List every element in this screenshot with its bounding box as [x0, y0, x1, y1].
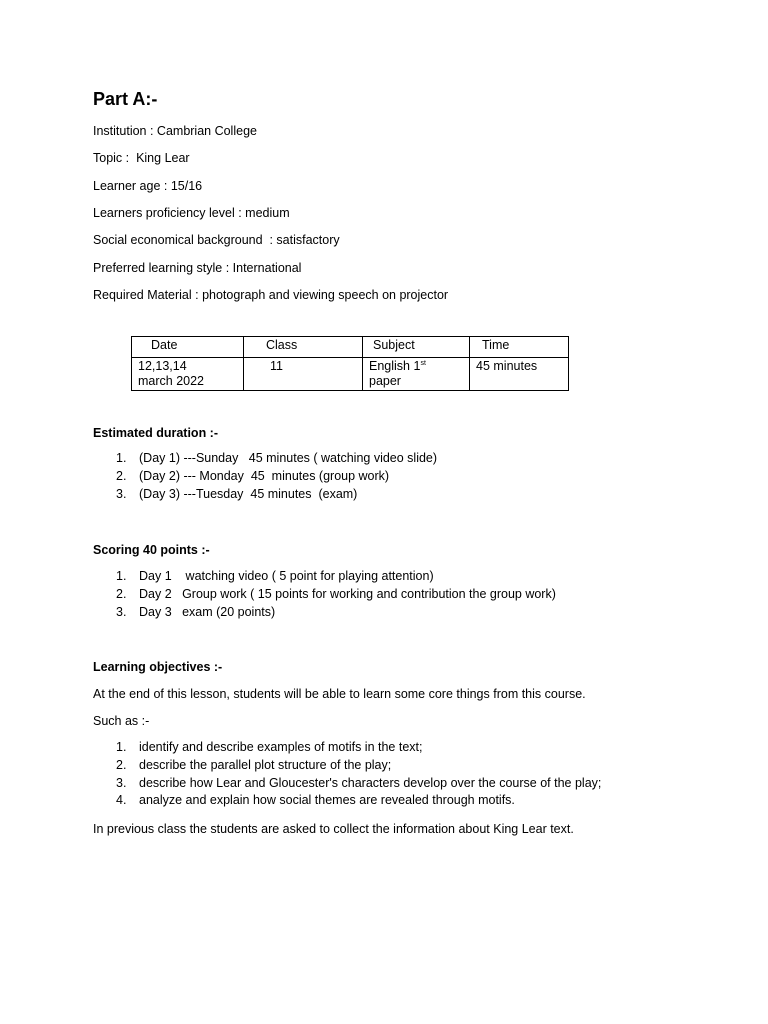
list-item — [93, 757, 601, 775]
list-text: Day 3 exam (20 points) — [139, 604, 276, 619]
table-header-subject: Subject — [363, 337, 470, 358]
list-text: (Day 2) --- Monday 45 minutes (group work) — [139, 468, 390, 483]
table-cell-date — [132, 358, 244, 391]
institution-line: Institution : Cambrian College — [93, 124, 257, 138]
list-number: 4. — [116, 793, 127, 808]
subject-text: English 1 — [369, 359, 421, 373]
table-cell-subject — [363, 358, 470, 391]
list-number: 1. — [116, 740, 127, 754]
such-as-label: Such as :- — [93, 714, 150, 728]
schedule-table — [131, 336, 569, 391]
learning-objectives-heading: Learning objectives :- — [93, 660, 223, 674]
list-text: identify and describe examples of motifs in the text; — [139, 740, 423, 754]
list-number: 2. — [116, 586, 127, 601]
scoring-list — [93, 568, 556, 621]
table-row — [132, 358, 569, 391]
scoring-heading: Scoring 40 points :- — [93, 543, 210, 557]
list-item — [93, 468, 437, 486]
list-item — [93, 604, 556, 622]
subject-superscript: st — [420, 360, 426, 367]
list-number: 2. — [116, 468, 127, 483]
list-number: 1. — [116, 569, 127, 583]
objectives-intro: At the end of this lesson, students will be able to learn some core things from this course. — [93, 687, 586, 701]
list-number: 1. — [116, 451, 127, 465]
learning-style-line: Preferred learning style : International — [93, 261, 302, 275]
list-text: (Day 3) ---Tuesday 45 minutes (exam) — [139, 486, 358, 501]
date-line-2: march 2022 — [138, 374, 205, 388]
list-item — [93, 450, 437, 468]
subject-line-2: paper — [369, 374, 401, 388]
duration-list — [93, 450, 437, 503]
list-text: Day 1 watching video ( 5 point for playing attention) — [139, 569, 434, 583]
list-text: describe the parallel plot structure of the play; — [139, 757, 392, 772]
list-item — [93, 739, 601, 757]
topic-line: Topic : King Lear — [93, 151, 190, 165]
table-cell-class: 11 — [244, 358, 363, 391]
table-header-time: Time — [470, 337, 569, 358]
table-cell-time: 45 minutes — [470, 358, 569, 391]
background-line: Social economical background : satisfactory — [93, 233, 340, 247]
page-title: Part A:- — [93, 89, 158, 109]
proficiency-line: Learners proficiency level : medium — [93, 206, 290, 220]
objectives-list — [93, 739, 601, 810]
list-item — [93, 792, 601, 810]
subject-line-1 — [369, 359, 463, 374]
estimated-duration-heading: Estimated duration :- — [93, 426, 219, 440]
list-item — [93, 486, 437, 504]
date-line-1: 12,13,14 — [138, 359, 187, 373]
list-number: 3. — [116, 604, 127, 619]
learner-age-line: Learner age : 15/16 — [93, 179, 203, 193]
closing-note: In previous class the students are asked to collect the information about King Lear text. — [93, 822, 574, 836]
list-text: analyze and explain how social themes are revealed through motifs. — [139, 793, 515, 808]
list-text: (Day 1) ---Sunday 45 minutes ( watching video slide) — [139, 451, 438, 465]
list-number: 2. — [116, 757, 127, 772]
list-number: 3. — [116, 486, 127, 501]
table-header-date: Date — [132, 337, 244, 358]
table-header-class: Class — [244, 337, 363, 358]
list-number: 3. — [116, 775, 127, 790]
required-material-line: Required Material : photograph and viewing speech on projector — [93, 288, 449, 302]
list-item — [93, 568, 556, 586]
list-item — [93, 775, 601, 793]
list-text: describe how Lear and Gloucester's characters develop over the course of the play; — [139, 775, 602, 790]
list-text: Day 2 Group work ( 15 points for working and contribution the group work) — [139, 586, 556, 601]
list-item — [93, 586, 556, 604]
table-header-row — [132, 337, 569, 358]
